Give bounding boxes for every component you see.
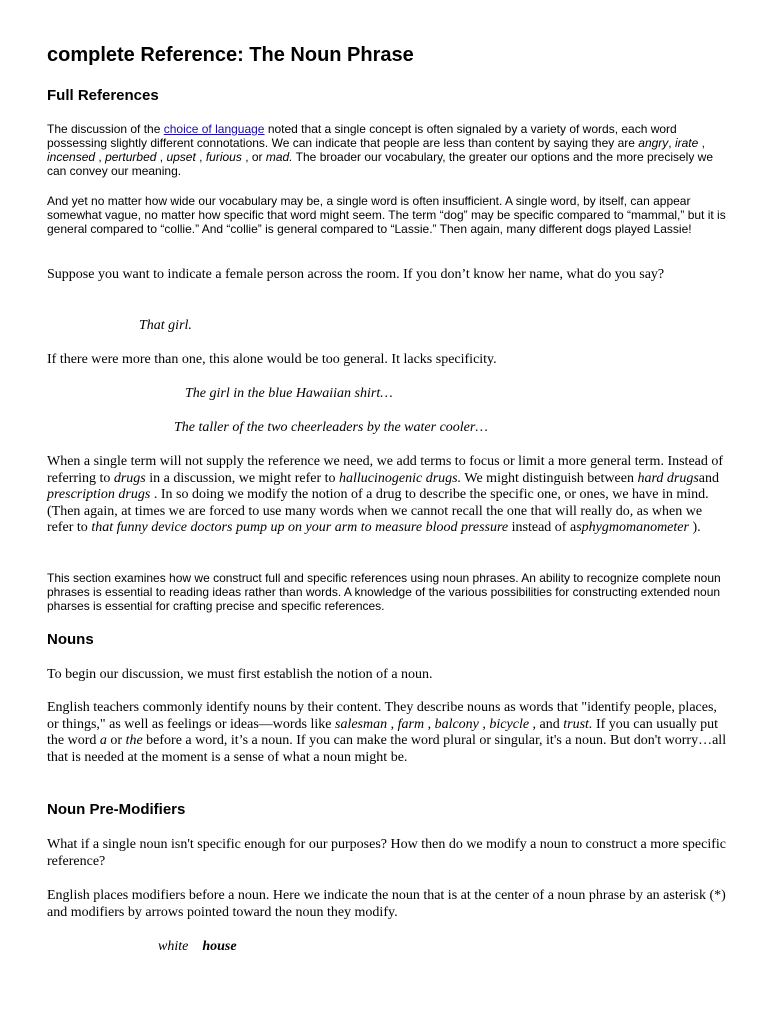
text: The broader our vocabulary, the greater our options and the more precisely we can convey our meaning. (47, 150, 714, 178)
heading-full-references: Full References (47, 87, 159, 104)
text: , (478, 716, 490, 732)
word-salesman: salesman (335, 716, 388, 732)
text: When a single term will not supply the reference we need, we add terms to focus or limit a more general term. Instead of referring to (47, 454, 724, 486)
modifier-word: white (158, 939, 189, 954)
paragraph-vocabulary: And yet no matter how wide our vocabulary may be, a single word is often insufficient. A single word, by itself, can appear somewhat vague, no matter how specific that word might seem. The term “dog” may be specific compared to “mammal,” but it is general compared to “collie.” And “collie” is general compared to “Lassie.” Then again, many different dogs played Lassie! (47, 194, 726, 236)
text: , (387, 716, 398, 732)
word-perturbed: perturbed (105, 150, 157, 164)
text: , and (529, 716, 564, 732)
heading-noun-pre-modifiers: Noun Pre-Modifiers (47, 801, 186, 818)
text: noted that a single concept is often signaled by a variety of words, each word possessing slightly different connotations. We can indicate that people are less than content by saying they are (47, 122, 677, 150)
head-noun-word: house (202, 939, 237, 954)
paragraph-modifiers-before-noun: English places modifiers before a noun. Here we indicate the noun that is at the center of a noun phrase by an asterisk (*) and modifiers by arrows pointed toward the noun they modify. (47, 888, 726, 920)
term-drugs: drugs (113, 470, 146, 486)
text: , (424, 716, 435, 732)
heading-nouns: Nouns (47, 631, 94, 648)
paragraph-section-overview: This section examines how we construct full and specific references using noun phrases. An ability to recognize complete noun phrases is essential to reading ideas rather than words. A knowledge of the various possibilities for constructing extended noun pharses is essential for crafting precise and specific references. (47, 571, 721, 613)
paragraph-single-noun-not-specific: What if a single noun isn't specific enough for our purposes? How then do we modify a noun to construct a more specific reference? (47, 837, 727, 869)
word-angry: angry (638, 136, 669, 150)
text: in a discussion, we might refer to (145, 470, 340, 486)
text: , (668, 136, 675, 150)
paragraph-notion-of-noun: To begin our discussion, we must first establish the notion of a noun. (47, 667, 433, 682)
word-irate: irate (674, 136, 699, 150)
word-farm: farm (397, 716, 425, 732)
text: . In so doing we modify the notion of a drug to describe the specific one, or ones, we have in mind. (Then again, at times we are forced to use many words when we cannot recall the one that will really do, as when we refer to (47, 487, 709, 535)
text: If you can usually put the word (47, 716, 719, 748)
paragraph-female-person: Suppose you want to indicate a female person across the room. If you don’t know her name, what do you say? (47, 267, 665, 282)
text: , or (241, 150, 266, 164)
word-mad: mad. (265, 150, 293, 164)
paragraph-too-general: If there were more than one, this alone would be too general. It lacks specificity. (47, 352, 497, 367)
paragraph-choice-of-language (47, 122, 727, 178)
example-cheerleaders: The taller of the two cheerleaders by the water cooler… (174, 420, 488, 435)
text: before a word, it’s a noun. If you can make the word plural or singular, it's a noun. But don't worry…all that is needed at the moment is a sense of what a noun might be. (47, 733, 727, 765)
term-sphygmomanometer: sphygmomanometer (576, 520, 689, 535)
word-a: a (99, 733, 107, 748)
term-hallucinogenic-drugs: hallucinogenic drugs. (339, 470, 462, 486)
word-the: the (125, 733, 143, 748)
choice-of-language-link[interactable]: choice of language (163, 122, 265, 136)
text: instead of a (508, 520, 577, 535)
term-blood-pressure-device: that funny device doctors pump up on your arm to measure blood pressure (91, 520, 509, 535)
page-title: complete Reference: The Noun Phrase (47, 44, 414, 66)
text: and (698, 470, 719, 486)
paragraph-identify-nouns (47, 700, 727, 766)
example-white-house (158, 939, 237, 955)
text: ). (688, 520, 701, 535)
word-bicycle: bicycle (489, 716, 530, 732)
word-incensed: incensed (47, 150, 96, 164)
text: English teachers commonly identify nouns by their content. They describe nouns as words that "identify people, places, or things," as well as feelings or ideas—words like (47, 700, 717, 732)
term-prescription-drugs: prescription drugs (47, 487, 151, 502)
paragraph-single-term (47, 454, 727, 537)
example-blue-hawaiian-shirt: The girl in the blue Hawaiian shirt… (185, 386, 393, 401)
text: The discussion of the (47, 122, 164, 136)
example-that-girl: That girl. (139, 318, 192, 333)
term-hard-drugs: hard drugs (637, 470, 699, 486)
text: , (195, 150, 206, 164)
word-furious: furious (205, 150, 242, 164)
word-upset: upset (166, 150, 196, 164)
word-balcony: balcony (434, 716, 479, 732)
text: We might distinguish between (461, 470, 638, 486)
text: , (698, 136, 705, 150)
text: , (95, 150, 106, 164)
text: or (106, 733, 126, 748)
word-trust: trust. (563, 716, 593, 732)
text: , (156, 150, 167, 164)
